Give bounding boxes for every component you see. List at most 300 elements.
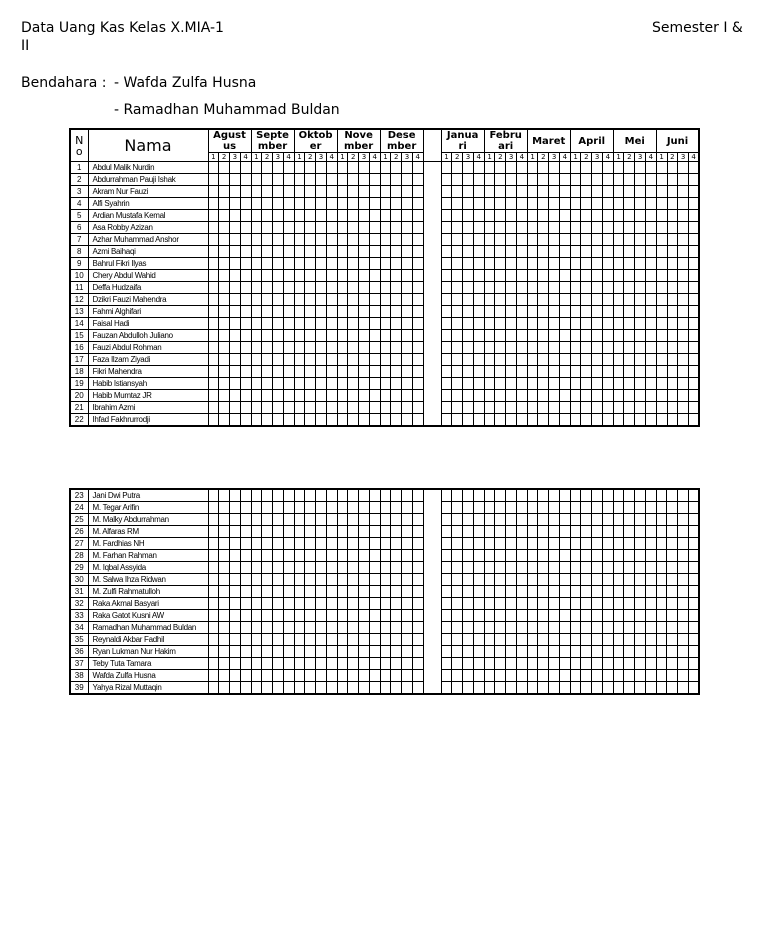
- payment-cell[interactable]: [678, 234, 689, 246]
- payment-cell[interactable]: [326, 682, 337, 695]
- payment-cell[interactable]: [251, 234, 262, 246]
- payment-cell[interactable]: [549, 186, 560, 198]
- payment-cell[interactable]: [635, 502, 646, 514]
- payment-cell[interactable]: [495, 390, 506, 402]
- payment-cell[interactable]: [441, 402, 452, 414]
- payment-cell[interactable]: [316, 550, 327, 562]
- payment-cell[interactable]: [452, 186, 463, 198]
- payment-cell[interactable]: [602, 318, 613, 330]
- payment-cell[interactable]: [624, 682, 635, 695]
- payment-cell[interactable]: [441, 198, 452, 210]
- payment-cell[interactable]: [570, 682, 581, 695]
- payment-cell[interactable]: [412, 258, 423, 270]
- payment-cell[interactable]: [624, 258, 635, 270]
- payment-cell[interactable]: [527, 526, 538, 538]
- payment-cell[interactable]: [473, 342, 484, 354]
- payment-cell[interactable]: [592, 489, 603, 502]
- payment-cell[interactable]: [559, 234, 570, 246]
- payment-cell[interactable]: [656, 402, 667, 414]
- payment-cell[interactable]: [495, 586, 506, 598]
- payment-cell[interactable]: [463, 318, 474, 330]
- payment-cell[interactable]: [316, 514, 327, 526]
- payment-cell[interactable]: [581, 294, 592, 306]
- payment-cell[interactable]: [667, 550, 678, 562]
- payment-cell[interactable]: [624, 270, 635, 282]
- payment-cell[interactable]: [391, 390, 402, 402]
- payment-cell[interactable]: [441, 658, 452, 670]
- payment-cell[interactable]: [294, 562, 305, 574]
- payment-cell[interactable]: [380, 330, 391, 342]
- payment-cell[interactable]: [359, 234, 370, 246]
- payment-cell[interactable]: [549, 390, 560, 402]
- payment-cell[interactable]: [484, 390, 495, 402]
- payment-cell[interactable]: [635, 610, 646, 622]
- payment-cell[interactable]: [283, 258, 294, 270]
- payment-cell[interactable]: [359, 294, 370, 306]
- payment-cell[interactable]: [463, 574, 474, 586]
- payment-cell[interactable]: [208, 270, 219, 282]
- payment-cell[interactable]: [240, 538, 251, 550]
- payment-cell[interactable]: [581, 526, 592, 538]
- payment-cell[interactable]: [369, 502, 380, 514]
- payment-cell[interactable]: [678, 634, 689, 646]
- payment-cell[interactable]: [251, 622, 262, 634]
- payment-cell[interactable]: [452, 162, 463, 174]
- payment-cell[interactable]: [506, 658, 517, 670]
- payment-cell[interactable]: [613, 174, 624, 186]
- payment-cell[interactable]: [667, 306, 678, 318]
- payment-cell[interactable]: [337, 378, 348, 390]
- payment-cell[interactable]: [635, 354, 646, 366]
- payment-cell[interactable]: [635, 318, 646, 330]
- payment-cell[interactable]: [316, 186, 327, 198]
- payment-cell[interactable]: [359, 622, 370, 634]
- payment-cell[interactable]: [506, 586, 517, 598]
- payment-cell[interactable]: [656, 670, 667, 682]
- payment-cell[interactable]: [391, 174, 402, 186]
- payment-cell[interactable]: [240, 186, 251, 198]
- payment-cell[interactable]: [602, 598, 613, 610]
- payment-cell[interactable]: [273, 682, 284, 695]
- payment-cell[interactable]: [305, 622, 316, 634]
- payment-cell[interactable]: [484, 306, 495, 318]
- payment-cell[interactable]: [656, 246, 667, 258]
- payment-cell[interactable]: [527, 258, 538, 270]
- payment-cell[interactable]: [495, 330, 506, 342]
- payment-cell[interactable]: [294, 210, 305, 222]
- payment-cell[interactable]: [348, 574, 359, 586]
- payment-cell[interactable]: [208, 378, 219, 390]
- payment-cell[interactable]: [645, 258, 656, 270]
- payment-cell[interactable]: [452, 282, 463, 294]
- payment-cell[interactable]: [359, 246, 370, 258]
- payment-cell[interactable]: [441, 414, 452, 427]
- payment-cell[interactable]: [230, 258, 241, 270]
- payment-cell[interactable]: [549, 378, 560, 390]
- payment-cell[interactable]: [635, 634, 646, 646]
- payment-cell[interactable]: [230, 174, 241, 186]
- payment-cell[interactable]: [441, 489, 452, 502]
- payment-cell[interactable]: [495, 502, 506, 514]
- payment-cell[interactable]: [240, 489, 251, 502]
- payment-cell[interactable]: [262, 586, 273, 598]
- payment-cell[interactable]: [624, 634, 635, 646]
- payment-cell[interactable]: [516, 670, 527, 682]
- payment-cell[interactable]: [635, 414, 646, 427]
- payment-cell[interactable]: [484, 622, 495, 634]
- payment-cell[interactable]: [506, 246, 517, 258]
- payment-cell[interactable]: [645, 562, 656, 574]
- payment-cell[interactable]: [348, 294, 359, 306]
- payment-cell[interactable]: [570, 502, 581, 514]
- payment-cell[interactable]: [645, 330, 656, 342]
- payment-cell[interactable]: [581, 222, 592, 234]
- payment-cell[interactable]: [689, 270, 700, 282]
- payment-cell[interactable]: [452, 550, 463, 562]
- payment-cell[interactable]: [538, 234, 549, 246]
- payment-cell[interactable]: [219, 598, 230, 610]
- payment-cell[interactable]: [240, 366, 251, 378]
- payment-cell[interactable]: [473, 270, 484, 282]
- payment-cell[interactable]: [527, 586, 538, 598]
- payment-cell[interactable]: [441, 162, 452, 174]
- payment-cell[interactable]: [348, 330, 359, 342]
- payment-cell[interactable]: [391, 414, 402, 427]
- payment-cell[interactable]: [262, 378, 273, 390]
- payment-cell[interactable]: [516, 526, 527, 538]
- payment-cell[interactable]: [208, 414, 219, 427]
- payment-cell[interactable]: [294, 342, 305, 354]
- payment-cell[interactable]: [391, 186, 402, 198]
- payment-cell[interactable]: [348, 670, 359, 682]
- payment-cell[interactable]: [570, 622, 581, 634]
- payment-cell[interactable]: [495, 306, 506, 318]
- payment-cell[interactable]: [570, 318, 581, 330]
- payment-cell[interactable]: [506, 646, 517, 658]
- payment-cell[interactable]: [602, 646, 613, 658]
- payment-cell[interactable]: [688, 658, 699, 670]
- payment-cell[interactable]: [527, 354, 538, 366]
- payment-cell[interactable]: [484, 210, 495, 222]
- payment-cell[interactable]: [369, 390, 380, 402]
- payment-cell[interactable]: [613, 658, 624, 670]
- payment-cell[interactable]: [495, 174, 506, 186]
- payment-cell[interactable]: [251, 502, 262, 514]
- payment-cell[interactable]: [337, 514, 348, 526]
- payment-cell[interactable]: [441, 294, 452, 306]
- payment-cell[interactable]: [208, 306, 219, 318]
- payment-cell[interactable]: [678, 342, 689, 354]
- payment-cell[interactable]: [219, 318, 230, 330]
- payment-cell[interactable]: [230, 342, 241, 354]
- payment-cell[interactable]: [624, 538, 635, 550]
- payment-cell[interactable]: [473, 646, 484, 658]
- payment-cell[interactable]: [208, 342, 219, 354]
- payment-cell[interactable]: [412, 234, 423, 246]
- payment-cell[interactable]: [678, 222, 689, 234]
- payment-cell[interactable]: [348, 489, 359, 502]
- payment-cell[interactable]: [538, 622, 549, 634]
- payment-cell[interactable]: [581, 550, 592, 562]
- payment-cell[interactable]: [549, 258, 560, 270]
- payment-cell[interactable]: [656, 330, 667, 342]
- payment-cell[interactable]: [559, 622, 570, 634]
- payment-cell[interactable]: [283, 390, 294, 402]
- payment-cell[interactable]: [645, 234, 656, 246]
- payment-cell[interactable]: [538, 246, 549, 258]
- payment-cell[interactable]: [656, 354, 667, 366]
- payment-cell[interactable]: [538, 282, 549, 294]
- payment-cell[interactable]: [559, 330, 570, 342]
- payment-cell[interactable]: [463, 186, 474, 198]
- payment-cell[interactable]: [219, 246, 230, 258]
- payment-cell[interactable]: [412, 562, 423, 574]
- payment-cell[interactable]: [484, 366, 495, 378]
- payment-cell[interactable]: [273, 186, 284, 198]
- payment-cell[interactable]: [559, 258, 570, 270]
- payment-cell[interactable]: [624, 550, 635, 562]
- payment-cell[interactable]: [348, 306, 359, 318]
- payment-cell[interactable]: [495, 342, 506, 354]
- payment-cell[interactable]: [635, 402, 646, 414]
- payment-cell[interactable]: [283, 342, 294, 354]
- payment-cell[interactable]: [305, 489, 316, 502]
- payment-cell[interactable]: [305, 234, 316, 246]
- payment-cell[interactable]: [251, 222, 262, 234]
- payment-cell[interactable]: [484, 162, 495, 174]
- payment-cell[interactable]: [359, 390, 370, 402]
- payment-cell[interactable]: [251, 646, 262, 658]
- payment-cell[interactable]: [656, 514, 667, 526]
- payment-cell[interactable]: [391, 598, 402, 610]
- payment-cell[interactable]: [369, 378, 380, 390]
- payment-cell[interactable]: [391, 342, 402, 354]
- payment-cell[interactable]: [369, 282, 380, 294]
- payment-cell[interactable]: [240, 562, 251, 574]
- payment-cell[interactable]: [463, 198, 474, 210]
- payment-cell[interactable]: [602, 670, 613, 682]
- payment-cell[interactable]: [452, 318, 463, 330]
- payment-cell[interactable]: [538, 414, 549, 427]
- payment-cell[interactable]: [219, 670, 230, 682]
- payment-cell[interactable]: [678, 586, 689, 598]
- payment-cell[interactable]: [538, 526, 549, 538]
- payment-cell[interactable]: [613, 282, 624, 294]
- payment-cell[interactable]: [412, 354, 423, 366]
- payment-cell[interactable]: [516, 246, 527, 258]
- payment-cell[interactable]: [441, 550, 452, 562]
- payment-cell[interactable]: [240, 318, 251, 330]
- payment-cell[interactable]: [412, 538, 423, 550]
- payment-cell[interactable]: [527, 318, 538, 330]
- payment-cell[interactable]: [602, 586, 613, 598]
- payment-cell[interactable]: [294, 489, 305, 502]
- payment-cell[interactable]: [516, 174, 527, 186]
- payment-cell[interactable]: [251, 258, 262, 270]
- payment-cell[interactable]: [506, 210, 517, 222]
- payment-cell[interactable]: [219, 186, 230, 198]
- payment-cell[interactable]: [230, 402, 241, 414]
- payment-cell[interactable]: [369, 402, 380, 414]
- payment-cell[interactable]: [581, 634, 592, 646]
- payment-cell[interactable]: [240, 402, 251, 414]
- payment-cell[interactable]: [581, 270, 592, 282]
- payment-cell[interactable]: [452, 414, 463, 427]
- payment-cell[interactable]: [559, 682, 570, 695]
- payment-cell[interactable]: [645, 682, 656, 695]
- payment-cell[interactable]: [592, 162, 603, 174]
- payment-cell[interactable]: [208, 598, 219, 610]
- payment-cell[interactable]: [656, 538, 667, 550]
- payment-cell[interactable]: [359, 646, 370, 658]
- payment-cell[interactable]: [240, 162, 251, 174]
- payment-cell[interactable]: [592, 574, 603, 586]
- payment-cell[interactable]: [391, 622, 402, 634]
- payment-cell[interactable]: [484, 222, 495, 234]
- payment-cell[interactable]: [240, 198, 251, 210]
- payment-cell[interactable]: [570, 210, 581, 222]
- payment-cell[interactable]: [635, 550, 646, 562]
- payment-cell[interactable]: [441, 378, 452, 390]
- payment-cell[interactable]: [645, 174, 656, 186]
- payment-cell[interactable]: [391, 550, 402, 562]
- payment-cell[interactable]: [305, 306, 316, 318]
- payment-cell[interactable]: [688, 526, 699, 538]
- payment-cell[interactable]: [391, 282, 402, 294]
- payment-cell[interactable]: [294, 682, 305, 695]
- payment-cell[interactable]: [369, 586, 380, 598]
- payment-cell[interactable]: [463, 682, 474, 695]
- payment-cell[interactable]: [359, 514, 370, 526]
- payment-cell[interactable]: [294, 622, 305, 634]
- payment-cell[interactable]: [559, 598, 570, 610]
- payment-cell[interactable]: [645, 538, 656, 550]
- payment-cell[interactable]: [380, 489, 391, 502]
- payment-cell[interactable]: [316, 598, 327, 610]
- payment-cell[interactable]: [473, 162, 484, 174]
- payment-cell[interactable]: [369, 330, 380, 342]
- payment-cell[interactable]: [273, 390, 284, 402]
- payment-cell[interactable]: [484, 246, 495, 258]
- payment-cell[interactable]: [506, 682, 517, 695]
- payment-cell[interactable]: [316, 366, 327, 378]
- payment-cell[interactable]: [602, 186, 613, 198]
- payment-cell[interactable]: [294, 366, 305, 378]
- payment-cell[interactable]: [305, 526, 316, 538]
- payment-cell[interactable]: [262, 294, 273, 306]
- payment-cell[interactable]: [506, 270, 517, 282]
- payment-cell[interactable]: [484, 514, 495, 526]
- payment-cell[interactable]: [689, 378, 700, 390]
- payment-cell[interactable]: [262, 234, 273, 246]
- payment-cell[interactable]: [473, 402, 484, 414]
- payment-cell[interactable]: [391, 246, 402, 258]
- payment-cell[interactable]: [359, 502, 370, 514]
- payment-cell[interactable]: [359, 210, 370, 222]
- payment-cell[interactable]: [452, 330, 463, 342]
- payment-cell[interactable]: [463, 538, 474, 550]
- payment-cell[interactable]: [369, 526, 380, 538]
- payment-cell[interactable]: [516, 210, 527, 222]
- payment-cell[interactable]: [506, 574, 517, 586]
- payment-cell[interactable]: [240, 210, 251, 222]
- payment-cell[interactable]: [262, 622, 273, 634]
- payment-cell[interactable]: [473, 670, 484, 682]
- payment-cell[interactable]: [251, 330, 262, 342]
- payment-cell[interactable]: [527, 658, 538, 670]
- payment-cell[interactable]: [484, 502, 495, 514]
- payment-cell[interactable]: [559, 174, 570, 186]
- payment-cell[interactable]: [592, 550, 603, 562]
- payment-cell[interactable]: [452, 390, 463, 402]
- payment-cell[interactable]: [602, 538, 613, 550]
- payment-cell[interactable]: [219, 330, 230, 342]
- payment-cell[interactable]: [208, 186, 219, 198]
- payment-cell[interactable]: [495, 514, 506, 526]
- payment-cell[interactable]: [441, 174, 452, 186]
- payment-cell[interactable]: [645, 414, 656, 427]
- payment-cell[interactable]: [570, 174, 581, 186]
- payment-cell[interactable]: [592, 354, 603, 366]
- payment-cell[interactable]: [412, 682, 423, 695]
- payment-cell[interactable]: [570, 610, 581, 622]
- payment-cell[interactable]: [689, 234, 700, 246]
- payment-cell[interactable]: [527, 670, 538, 682]
- payment-cell[interactable]: [262, 282, 273, 294]
- payment-cell[interactable]: [273, 366, 284, 378]
- payment-cell[interactable]: [412, 634, 423, 646]
- payment-cell[interactable]: [230, 550, 241, 562]
- payment-cell[interactable]: [262, 198, 273, 210]
- payment-cell[interactable]: [645, 162, 656, 174]
- payment-cell[interactable]: [402, 550, 413, 562]
- payment-cell[interactable]: [602, 514, 613, 526]
- payment-cell[interactable]: [262, 222, 273, 234]
- payment-cell[interactable]: [656, 562, 667, 574]
- payment-cell[interactable]: [305, 658, 316, 670]
- payment-cell[interactable]: [516, 186, 527, 198]
- payment-cell[interactable]: [667, 682, 678, 695]
- payment-cell[interactable]: [412, 550, 423, 562]
- payment-cell[interactable]: [581, 670, 592, 682]
- payment-cell[interactable]: [402, 342, 413, 354]
- payment-cell[interactable]: [283, 174, 294, 186]
- payment-cell[interactable]: [678, 402, 689, 414]
- payment-cell[interactable]: [326, 502, 337, 514]
- payment-cell[interactable]: [230, 270, 241, 282]
- payment-cell[interactable]: [678, 174, 689, 186]
- payment-cell[interactable]: [484, 610, 495, 622]
- payment-cell[interactable]: [678, 489, 689, 502]
- payment-cell[interactable]: [441, 330, 452, 342]
- payment-cell[interactable]: [602, 282, 613, 294]
- payment-cell[interactable]: [412, 489, 423, 502]
- payment-cell[interactable]: [602, 414, 613, 427]
- payment-cell[interactable]: [484, 550, 495, 562]
- payment-cell[interactable]: [473, 489, 484, 502]
- payment-cell[interactable]: [283, 198, 294, 210]
- payment-cell[interactable]: [549, 550, 560, 562]
- payment-cell[interactable]: [602, 294, 613, 306]
- payment-cell[interactable]: [463, 402, 474, 414]
- payment-cell[interactable]: [369, 622, 380, 634]
- payment-cell[interactable]: [326, 186, 337, 198]
- payment-cell[interactable]: [283, 514, 294, 526]
- payment-cell[interactable]: [251, 390, 262, 402]
- payment-cell[interactable]: [484, 489, 495, 502]
- payment-cell[interactable]: [283, 526, 294, 538]
- payment-cell[interactable]: [316, 306, 327, 318]
